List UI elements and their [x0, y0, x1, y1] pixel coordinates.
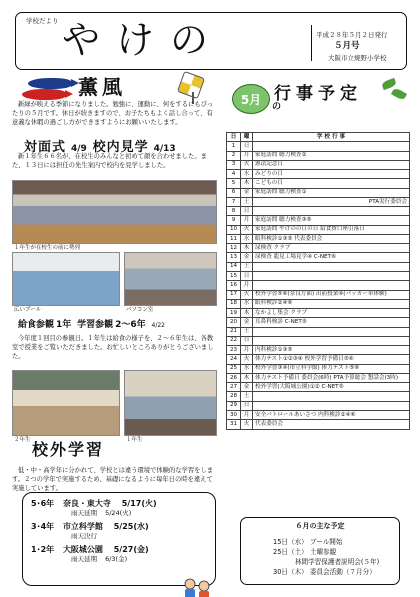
- kunpu-text: 新緑が映える季節になりました。勉強に、運動に、何をするにもぴったりの５月です。休日が続きますので、お子たちもよく話し合って、有意義な休暇の過ごし方ができますようにお願いいたします。: [12, 101, 214, 126]
- kyushoku-text: 今年度１回目の参観日。１年生は給食の様子を、２～６年生は、各教室で授業をご覧いただきました。お忙しいところありがとうございました。: [12, 335, 214, 360]
- calendar-weekday: 木: [241, 373, 253, 382]
- calendar-event: [253, 318, 410, 327]
- calendar-weekday: 月: [241, 410, 253, 419]
- trip-place: 大阪城公園: [62, 545, 103, 555]
- calendar-day: 17: [227, 290, 241, 299]
- photo-computer-room: [124, 252, 217, 306]
- calendar-event: [253, 299, 410, 308]
- calendar-event-text: 尿検査 クラブ: [255, 244, 291, 251]
- masthead-info: [316, 31, 404, 62]
- trip-date: 5/27(金): [113, 545, 149, 555]
- masthead-label: 学校だより: [26, 17, 59, 25]
- calendar-day: 1: [227, 142, 241, 151]
- calendar-day: 4: [227, 170, 241, 179]
- calendar-day: 21: [227, 327, 241, 336]
- header-weekday: 曜: [241, 133, 253, 142]
- calendar-header: [227, 133, 410, 142]
- schedule-no: の: [272, 102, 282, 112]
- calendar-event: [253, 142, 410, 151]
- calendar-day: 3: [227, 160, 241, 169]
- calendar-weekday: 金: [241, 318, 253, 327]
- trip-rain-date: 6/3(金): [105, 555, 128, 564]
- calendar-row: [227, 309, 410, 318]
- kengaku-title: 校内見学: [92, 140, 149, 155]
- photo-class-2nd: [12, 370, 120, 436]
- calendar-row: [227, 327, 410, 336]
- calendar-row: [227, 262, 410, 271]
- trip-date: 5/25(水): [113, 522, 149, 532]
- calendar-event: [253, 281, 410, 290]
- masthead-divider: [311, 25, 312, 61]
- header-day: 日: [227, 133, 241, 142]
- calendar-day: 18: [227, 299, 241, 308]
- calendar-weekday: 土: [241, 262, 253, 271]
- calendar-event: [253, 244, 410, 253]
- photo-class-1st: [124, 370, 217, 436]
- kyushoku-heading: [18, 320, 165, 331]
- calendar-weekday: 水: [241, 234, 253, 243]
- kyushoku-title: 給食参観: [18, 320, 55, 330]
- calendar-event: [253, 179, 410, 188]
- calendar-weekday: 土: [241, 327, 253, 336]
- trip-rain-label: 雨天延期: [71, 509, 97, 517]
- calendar-weekday: 水: [241, 299, 253, 308]
- kogai-text: 低・中・高学年に分かれて、学校とは違う環境で体験的な学習をします。２つの学年で実施するため、基礎になるように毎年日の時を違えて実施しています。: [12, 467, 214, 492]
- calendar-day: 27: [227, 383, 241, 392]
- calendar-day: 12: [227, 244, 241, 253]
- calendar-day: 25: [227, 364, 241, 373]
- calendar-event-text: 安全パトロールあいさつ 内科検診②④⑥: [255, 411, 356, 418]
- calendar-weekday: 月: [241, 216, 253, 225]
- calendar-day: 13: [227, 253, 241, 262]
- calendar-event-text: 尿検査 龍見工場見学④ C-NET⑥: [255, 254, 336, 261]
- calendar-day: 31: [227, 420, 241, 429]
- calendar-event-text: 憲法記念日: [255, 161, 283, 168]
- calendar-event-text: 眼科検診①③⑤ 代表委員会: [255, 235, 323, 242]
- june-schedule-box: [240, 517, 400, 585]
- masthead-title: やけの: [62, 18, 225, 62]
- event-calendar: [226, 132, 410, 430]
- calendar-row: [227, 225, 410, 234]
- calendar-weekday: 火: [241, 355, 253, 364]
- calendar-event-text: 家庭訪問 聴力検査②: [255, 152, 307, 159]
- calendar-weekday: 水: [241, 364, 253, 373]
- carp-streamer-red-icon: [22, 89, 66, 100]
- calendar-event: [253, 262, 410, 271]
- taimen-text: 新１年生６６名が、在校生のみんなと初めて顔を合わせました。また、１３日には担任の先生案内で校内を見学しました。: [12, 153, 207, 169]
- calendar-row: [227, 392, 410, 401]
- calendar-event: [253, 346, 410, 355]
- calendar-weekday: 火: [241, 225, 253, 234]
- kyushoku-grade: 1年: [55, 320, 72, 330]
- photo-ceremony: [12, 180, 217, 244]
- school-name: 大阪市立焼野小学校: [328, 53, 387, 62]
- calendar-event: [253, 309, 410, 318]
- calendar-event: [253, 401, 410, 410]
- calendar-row: [227, 299, 410, 308]
- calendar-weekday: 土: [241, 392, 253, 401]
- calendar-row: [227, 281, 410, 290]
- calendar-weekday: 日: [241, 336, 253, 345]
- calendar-weekday: 日: [241, 207, 253, 216]
- calendar-event: [253, 225, 410, 234]
- trip-rain-label: 雨天延期: [71, 555, 97, 564]
- calendar-event: [253, 373, 410, 382]
- calendar-row: [227, 364, 410, 373]
- gakushu-title: 学習参観: [77, 320, 114, 330]
- calendar-day: 22: [227, 336, 241, 345]
- calendar-weekday: 木: [241, 244, 253, 253]
- june-title: ６月の主な予定: [295, 522, 345, 530]
- calendar-event-text: こどもの日: [255, 179, 283, 186]
- trip-row: [31, 545, 207, 555]
- issue-date: 平成２８年５月２日発行: [316, 31, 388, 39]
- calendar-day: 19: [227, 309, 241, 318]
- calendar-weekday: 月: [241, 346, 253, 355]
- calendar-event: [253, 420, 410, 429]
- calendar-event-text: 校外学習③④(市立科学館) 体力テスト⑤⑥: [255, 365, 360, 372]
- calendar-event: [253, 336, 410, 345]
- calendar-row: [227, 336, 410, 345]
- calendar-row: [227, 383, 410, 392]
- caption-ceremony: １年生が在校生の前に勢列: [14, 245, 81, 251]
- calendar-event-text: 家庭訪問 聴力検査①: [255, 189, 307, 196]
- trip-rain: [71, 509, 207, 517]
- calendar-row: [227, 346, 410, 355]
- caption-class-1st: １年生: [126, 437, 143, 443]
- calendar-event: [253, 160, 410, 169]
- calendar-day: 15: [227, 271, 241, 280]
- trip-schedule-box: [22, 492, 216, 586]
- calendar-row: [227, 197, 410, 206]
- trip-rain-date: 5/24(火): [105, 509, 132, 517]
- calendar-day: 2: [227, 151, 241, 160]
- calendar-day: 24: [227, 355, 241, 364]
- calendar-event-text: 家庭訪問 聴力検査③⑤: [255, 217, 312, 224]
- calendar-event-text: 代表委員会: [255, 420, 283, 427]
- carp-streamer-blue-icon: [28, 78, 72, 89]
- calendar-event-text: 家庭訪問 やけのの日の日 給食費口座引落日: [255, 226, 365, 233]
- calendar-event-text: みどりの日: [255, 170, 283, 177]
- calendar-event: [253, 151, 410, 160]
- pinwheel-icon: [177, 71, 205, 99]
- calendar-day: 16: [227, 281, 241, 290]
- calendar-event: [253, 355, 410, 364]
- calendar-event: [253, 290, 410, 299]
- calendar-event: [253, 207, 410, 216]
- calendar-event-text: 内科検診①③⑤: [255, 346, 293, 353]
- masthead: [15, 12, 407, 70]
- calendar-event-text: 体力テスト①②③④ 校外学習予備日⑤⑥: [255, 356, 354, 363]
- trip-row: [31, 499, 207, 509]
- calendar-weekday: 金: [241, 188, 253, 197]
- calendar-weekday: 月: [241, 281, 253, 290]
- calendar-day: 28: [227, 392, 241, 401]
- calendar-weekday: 日: [241, 401, 253, 410]
- trip-rain: [71, 555, 207, 563]
- calendar-day: 10: [227, 225, 241, 234]
- calendar-row: [227, 234, 410, 243]
- calendar-weekday: 月: [241, 151, 253, 160]
- calendar-weekday: 金: [241, 383, 253, 392]
- calendar-row: [227, 188, 410, 197]
- calendar-event-text: 耳鼻科検診 C-NET⑤: [255, 318, 307, 325]
- calendar-event: [253, 364, 410, 373]
- calendar-weekday: 水: [241, 170, 253, 179]
- calendar-event: [253, 216, 410, 225]
- right-column: [224, 74, 410, 589]
- caption-computer-room: パソコン室: [126, 307, 154, 313]
- header-event: 学 校 行 事: [253, 133, 410, 142]
- calendar-day: 6: [227, 188, 241, 197]
- left-column: [12, 74, 217, 589]
- calendar-row: [227, 401, 410, 410]
- calendar-event: [253, 383, 410, 392]
- calendar-event-text: 体力テスト予備日 委員会(6時) PTA予算総会 懇話会(3時): [255, 374, 399, 381]
- calendar-weekday: 日: [241, 271, 253, 280]
- calendar-event: [253, 188, 410, 197]
- calendar-row: [227, 151, 410, 160]
- trip-grades: 5･6年: [31, 499, 55, 508]
- calendar-row: [227, 253, 410, 262]
- calendar-weekday: 木: [241, 309, 253, 318]
- trip-rain-label: 雨天決行: [71, 532, 97, 541]
- calendar-event-text: 校外学習(大阪城公園)①② C-NET⑤: [255, 383, 344, 390]
- calendar-row: [227, 142, 410, 151]
- caption-pool: 広いプール: [14, 307, 42, 313]
- calendar-event: [253, 170, 410, 179]
- june-item: 林間学習保護者説明会(５年): [273, 557, 380, 566]
- calendar-day: 30: [227, 410, 241, 419]
- schedule-month: 5月: [232, 84, 270, 114]
- calendar-event: [253, 197, 410, 206]
- calendar-event: [253, 410, 410, 419]
- trip-rain: [71, 532, 207, 540]
- calendar-row: [227, 290, 410, 299]
- calendar-event: [253, 253, 410, 262]
- calendar-day: 8: [227, 207, 241, 216]
- calendar-day: 7: [227, 197, 241, 206]
- calendar-day: 29: [227, 401, 241, 410]
- june-item: 30日（木） 委員会活動（７月分）: [273, 567, 376, 576]
- calendar-day: 20: [227, 318, 241, 327]
- calendar-weekday: 火: [241, 290, 253, 299]
- calendar-weekday: 火: [241, 420, 253, 429]
- calendar-event-text: 校外学習⑤⑥(奈良方面) 出前授業④(バッカー車体験): [255, 291, 387, 298]
- calendar-row: [227, 410, 410, 419]
- calendar-row: [227, 420, 410, 429]
- kunpu-title: 薫風: [78, 75, 126, 99]
- june-item: 25日（土） 土曜参観: [273, 547, 337, 556]
- calendar-day: 5: [227, 179, 241, 188]
- calendar-event: [253, 327, 410, 336]
- calendar-row: [227, 318, 410, 327]
- gakushu-grades: 2～6年: [115, 320, 146, 330]
- taimen-title: 対面式: [24, 140, 67, 155]
- calendar-day: 11: [227, 234, 241, 243]
- leaf-icon: [391, 87, 407, 101]
- calendar-row: [227, 373, 410, 382]
- calendar-event: [253, 392, 410, 401]
- trip-date: 5/17(火): [121, 499, 157, 508]
- calendar-row: [227, 207, 410, 216]
- issue-number: ５月号: [334, 41, 360, 52]
- schedule-banner: [232, 78, 408, 122]
- calendar-event: [253, 234, 410, 243]
- trip-place: 奈良・東大寺: [62, 499, 111, 508]
- taimen-date: 4/9: [70, 144, 87, 154]
- june-item: 15日（水） プール開始: [273, 537, 343, 546]
- trip-row: [31, 522, 207, 532]
- calendar-row: [227, 179, 410, 188]
- trip-grades: 3･4年: [31, 522, 55, 532]
- trip-grades: 1･2年: [31, 545, 55, 555]
- calendar-row: [227, 170, 410, 179]
- kogai-title: 校外学習: [32, 440, 105, 459]
- caption-class-2nd: ２年生: [14, 437, 31, 443]
- photo-pool: [12, 252, 120, 306]
- calendar-weekday: 日: [241, 142, 253, 151]
- kengaku-date: 4/13: [153, 144, 176, 154]
- calendar-event-text: なかよし集会 クラブ: [255, 309, 308, 316]
- calendar-row: [227, 160, 410, 169]
- calendar-row: [227, 271, 410, 280]
- calendar-day: 9: [227, 216, 241, 225]
- calendar-row: [227, 216, 410, 225]
- kunpu-banner: [12, 74, 217, 102]
- calendar-event: [253, 271, 410, 280]
- trip-place: 市立科学館: [62, 522, 103, 532]
- calendar-row: [227, 355, 410, 364]
- calendar-event-text: 眼科検診②④⑥: [255, 300, 293, 307]
- children-walking-icon: [180, 576, 214, 597]
- calendar-weekday: 火: [241, 160, 253, 169]
- calendar-weekday: 木: [241, 179, 253, 188]
- calendar-weekday: 土: [241, 197, 253, 206]
- schedule-title: 行事予定: [274, 84, 362, 104]
- calendar-day: 14: [227, 262, 241, 271]
- calendar-day: 26: [227, 373, 241, 382]
- calendar-row: [227, 244, 410, 253]
- kyushoku-date: 4/22: [151, 322, 165, 329]
- calendar-event-note: PTA実行委員会: [368, 198, 407, 205]
- calendar-day: 23: [227, 346, 241, 355]
- calendar-weekday: 金: [241, 253, 253, 262]
